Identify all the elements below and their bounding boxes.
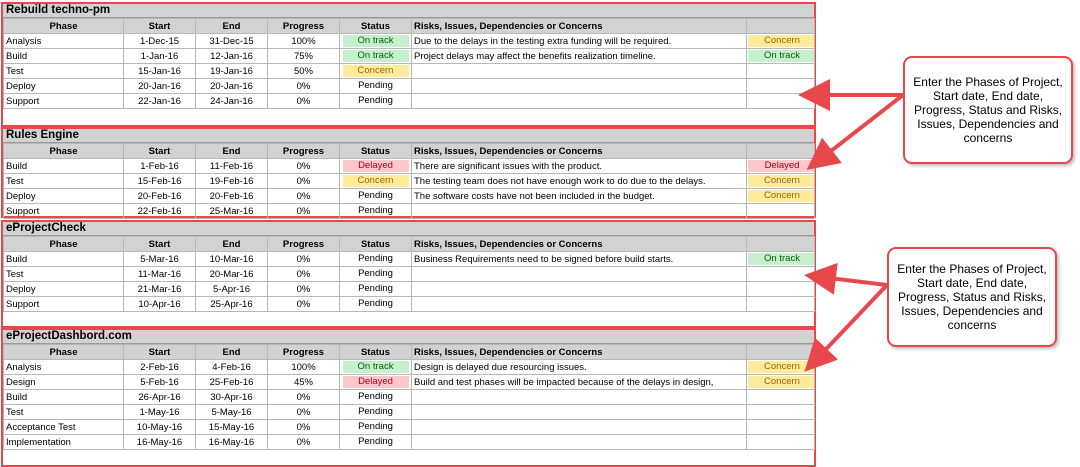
phase-cell[interactable]: Test xyxy=(4,174,124,189)
risk-flag-badge: Delayed xyxy=(748,160,815,172)
status-badge: Pending xyxy=(358,95,393,106)
start-cell[interactable]: 15-Jan-16 xyxy=(124,64,196,79)
project-title: Rules Engine xyxy=(3,129,814,143)
progress-cell[interactable]: 0% xyxy=(268,174,340,189)
progress-cell[interactable]: 0% xyxy=(268,390,340,405)
status-badge: Pending xyxy=(358,391,393,402)
start-header: Start xyxy=(124,19,196,34)
phase-cell[interactable]: Deploy xyxy=(4,282,124,297)
phase-header: Phase xyxy=(4,144,124,159)
end-cell[interactable]: 4-Feb-16 xyxy=(196,360,268,375)
phase-header: Phase xyxy=(4,237,124,252)
progress-cell[interactable]: 0% xyxy=(268,405,340,420)
phase-cell[interactable]: Test xyxy=(4,405,124,420)
progress-cell[interactable]: 100% xyxy=(268,360,340,375)
start-header: Start xyxy=(124,345,196,360)
end-cell[interactable]: 16-May-16 xyxy=(196,435,268,450)
end-cell[interactable]: 20-Jan-16 xyxy=(196,79,268,94)
progress-cell[interactable]: 0% xyxy=(268,159,340,174)
phase-cell[interactable]: Build xyxy=(4,49,124,64)
status-badge: Pending xyxy=(358,253,393,264)
risk-cell[interactable]: Design is delayed due resourcing issues. xyxy=(412,360,747,375)
progress-cell[interactable]: 0% xyxy=(268,420,340,435)
end-cell[interactable]: 30-Apr-16 xyxy=(196,390,268,405)
risk-cell[interactable]: There are significant issues with the product. xyxy=(412,159,747,174)
status-badge: On track xyxy=(343,35,409,47)
end-header: End xyxy=(196,19,268,34)
status-badge: Pending xyxy=(358,436,393,447)
status-badge: Concern xyxy=(343,65,409,77)
progress-cell[interactable]: 0% xyxy=(268,204,340,219)
risk-cell[interactable]: The testing team does not have enough work to do due to the delays. xyxy=(412,174,747,189)
risk-cell[interactable]: Project delays may affect the benefits realization timeline. xyxy=(412,49,747,64)
arrow-1b xyxy=(813,95,903,165)
start-cell[interactable]: 11-Mar-16 xyxy=(124,267,196,282)
status-header: Status xyxy=(340,237,412,252)
end-cell[interactable]: 11-Feb-16 xyxy=(196,159,268,174)
end-cell[interactable]: 25-Feb-16 xyxy=(196,375,268,390)
progress-cell[interactable]: 0% xyxy=(268,435,340,450)
progress-cell[interactable]: 50% xyxy=(268,64,340,79)
progress-header: Progress xyxy=(268,19,340,34)
progress-cell[interactable]: 0% xyxy=(268,282,340,297)
end-cell[interactable]: 12-Jan-16 xyxy=(196,49,268,64)
progress-cell[interactable]: 0% xyxy=(268,252,340,267)
phase-cell[interactable]: Design xyxy=(4,375,124,390)
risks-header: Risks, Issues, Dependencies or Concerns xyxy=(412,144,747,159)
risk-flag-badge: Concern xyxy=(748,35,815,47)
start-cell[interactable]: 5-Feb-16 xyxy=(124,375,196,390)
callout-text: Enter the Phases of Project, Start date, End date, Progress, Status and Risks, Issues, Dependencies and concerns xyxy=(897,262,1047,332)
status-badge: Pending xyxy=(358,283,393,294)
status-badge: Pending xyxy=(358,421,393,432)
start-cell[interactable]: 1-Feb-16 xyxy=(124,159,196,174)
callout-box-2 xyxy=(887,247,1057,347)
start-cell[interactable]: 20-Jan-16 xyxy=(124,79,196,94)
risk-flag-badge: On track xyxy=(748,253,815,265)
phase-cell[interactable]: Support xyxy=(4,297,124,312)
end-cell[interactable]: 10-Mar-16 xyxy=(196,252,268,267)
status-badge: Delayed xyxy=(343,376,409,388)
start-cell[interactable]: 21-Mar-16 xyxy=(124,282,196,297)
phase-cell[interactable]: Deploy xyxy=(4,189,124,204)
progress-cell[interactable]: 0% xyxy=(268,267,340,282)
phase-cell[interactable]: Analysis xyxy=(4,360,124,375)
progress-cell[interactable]: 0% xyxy=(268,189,340,204)
end-cell[interactable]: 19-Feb-16 xyxy=(196,174,268,189)
end-cell[interactable]: 5-Apr-16 xyxy=(196,282,268,297)
phase-cell[interactable]: Build xyxy=(4,390,124,405)
end-header: End xyxy=(196,144,268,159)
progress-header: Progress xyxy=(268,144,340,159)
start-cell[interactable]: 2-Feb-16 xyxy=(124,360,196,375)
start-cell[interactable]: 10-Apr-16 xyxy=(124,297,196,312)
phase-cell[interactable]: Build xyxy=(4,159,124,174)
start-cell[interactable]: 16-May-16 xyxy=(124,435,196,450)
progress-cell[interactable]: 0% xyxy=(268,79,340,94)
status-badge: Pending xyxy=(358,80,393,91)
arrow-2b xyxy=(810,285,887,366)
start-cell[interactable]: 1-May-16 xyxy=(124,405,196,420)
phase-cell[interactable]: Analysis xyxy=(4,34,124,49)
end-cell[interactable]: 31-Dec-15 xyxy=(196,34,268,49)
start-cell[interactable]: 15-Feb-16 xyxy=(124,174,196,189)
status-badge: Pending xyxy=(358,406,393,417)
risks-header: Risks, Issues, Dependencies or Concerns xyxy=(412,19,747,34)
status-badge: Pending xyxy=(358,268,393,279)
status-badge: Pending xyxy=(358,190,393,201)
phase-header: Phase xyxy=(4,345,124,360)
phase-cell[interactable]: Support xyxy=(4,94,124,109)
progress-cell[interactable]: 75% xyxy=(268,49,340,64)
status-header: Status xyxy=(340,19,412,34)
start-cell[interactable]: 10-May-16 xyxy=(124,420,196,435)
end-header: End xyxy=(196,237,268,252)
risks-header: Risks, Issues, Dependencies or Concerns xyxy=(412,345,747,360)
status-header: Status xyxy=(340,345,412,360)
risk-cell[interactable]: Build and test phases will be impacted because of the delays in design, xyxy=(412,375,747,390)
status-badge: Pending xyxy=(358,205,393,216)
start-cell[interactable]: 1-Jan-16 xyxy=(124,49,196,64)
end-cell[interactable]: 20-Mar-16 xyxy=(196,267,268,282)
start-cell[interactable]: 20-Feb-16 xyxy=(124,189,196,204)
phase-cell[interactable]: Deploy xyxy=(4,79,124,94)
status-badge: Concern xyxy=(343,175,409,187)
callout-box-1 xyxy=(903,56,1073,164)
start-header: Start xyxy=(124,144,196,159)
progress-cell[interactable]: 0% xyxy=(268,94,340,109)
progress-header: Progress xyxy=(268,345,340,360)
arrow-2a xyxy=(812,276,887,285)
start-cell[interactable]: 22-Feb-16 xyxy=(124,204,196,219)
risk-cell[interactable]: The software costs have not been included in the budget. xyxy=(412,189,747,204)
end-cell[interactable]: 15-May-16 xyxy=(196,420,268,435)
status-badge: On track xyxy=(343,361,409,373)
status-badge: Pending xyxy=(358,298,393,309)
start-cell[interactable]: 26-Apr-16 xyxy=(124,390,196,405)
risk-flag-badge: On track xyxy=(748,50,815,62)
phase-cell[interactable]: Build xyxy=(4,252,124,267)
risk-flag-badge: Concern xyxy=(748,190,815,202)
callout-text: Enter the Phases of Project, Start date, End date, Progress, Status and Risks, Issues, Dependencies and concerns xyxy=(913,75,1063,145)
status-header: Status xyxy=(340,144,412,159)
risk-cell[interactable]: Due to the delays in the testing extra funding will be required. xyxy=(412,34,747,49)
phase-header: Phase xyxy=(4,19,124,34)
progress-cell[interactable]: 0% xyxy=(268,297,340,312)
status-badge: On track xyxy=(343,50,409,62)
risk-flag-badge: Concern xyxy=(748,175,815,187)
phase-cell[interactable]: Implementation xyxy=(4,435,124,450)
end-cell[interactable]: 20-Feb-16 xyxy=(196,189,268,204)
end-cell[interactable]: 19-Jan-16 xyxy=(196,64,268,79)
start-cell[interactable]: 1-Dec-15 xyxy=(124,34,196,49)
project-title: eProjectDashbord.com xyxy=(3,330,814,344)
progress-cell[interactable]: 100% xyxy=(268,34,340,49)
phase-cell[interactable]: Test xyxy=(4,64,124,79)
progress-cell[interactable]: 45% xyxy=(268,375,340,390)
end-cell[interactable]: 24-Jan-16 xyxy=(196,94,268,109)
risk-flag-badge: Concern xyxy=(748,376,815,388)
end-header: End xyxy=(196,345,268,360)
phase-cell[interactable]: Test xyxy=(4,267,124,282)
start-header: Start xyxy=(124,237,196,252)
end-cell[interactable]: 5-May-16 xyxy=(196,405,268,420)
start-cell[interactable]: 5-Mar-16 xyxy=(124,252,196,267)
phase-cell[interactable]: Acceptance Test xyxy=(4,420,124,435)
end-cell[interactable]: 25-Apr-16 xyxy=(196,297,268,312)
status-badge: Delayed xyxy=(343,160,409,172)
end-cell[interactable]: 25-Mar-16 xyxy=(196,204,268,219)
start-cell[interactable]: 22-Jan-16 xyxy=(124,94,196,109)
project-title: Rebuild techno-pm xyxy=(3,4,814,18)
project-title: eProjectCheck xyxy=(3,222,814,236)
risk-cell[interactable]: Business Requirements need to be signed before build starts. xyxy=(412,252,747,267)
risk-flag-badge: Concern xyxy=(748,361,815,373)
risks-header: Risks, Issues, Dependencies or Concerns xyxy=(412,237,747,252)
phase-cell[interactable]: Support xyxy=(4,204,124,219)
progress-header: Progress xyxy=(268,237,340,252)
